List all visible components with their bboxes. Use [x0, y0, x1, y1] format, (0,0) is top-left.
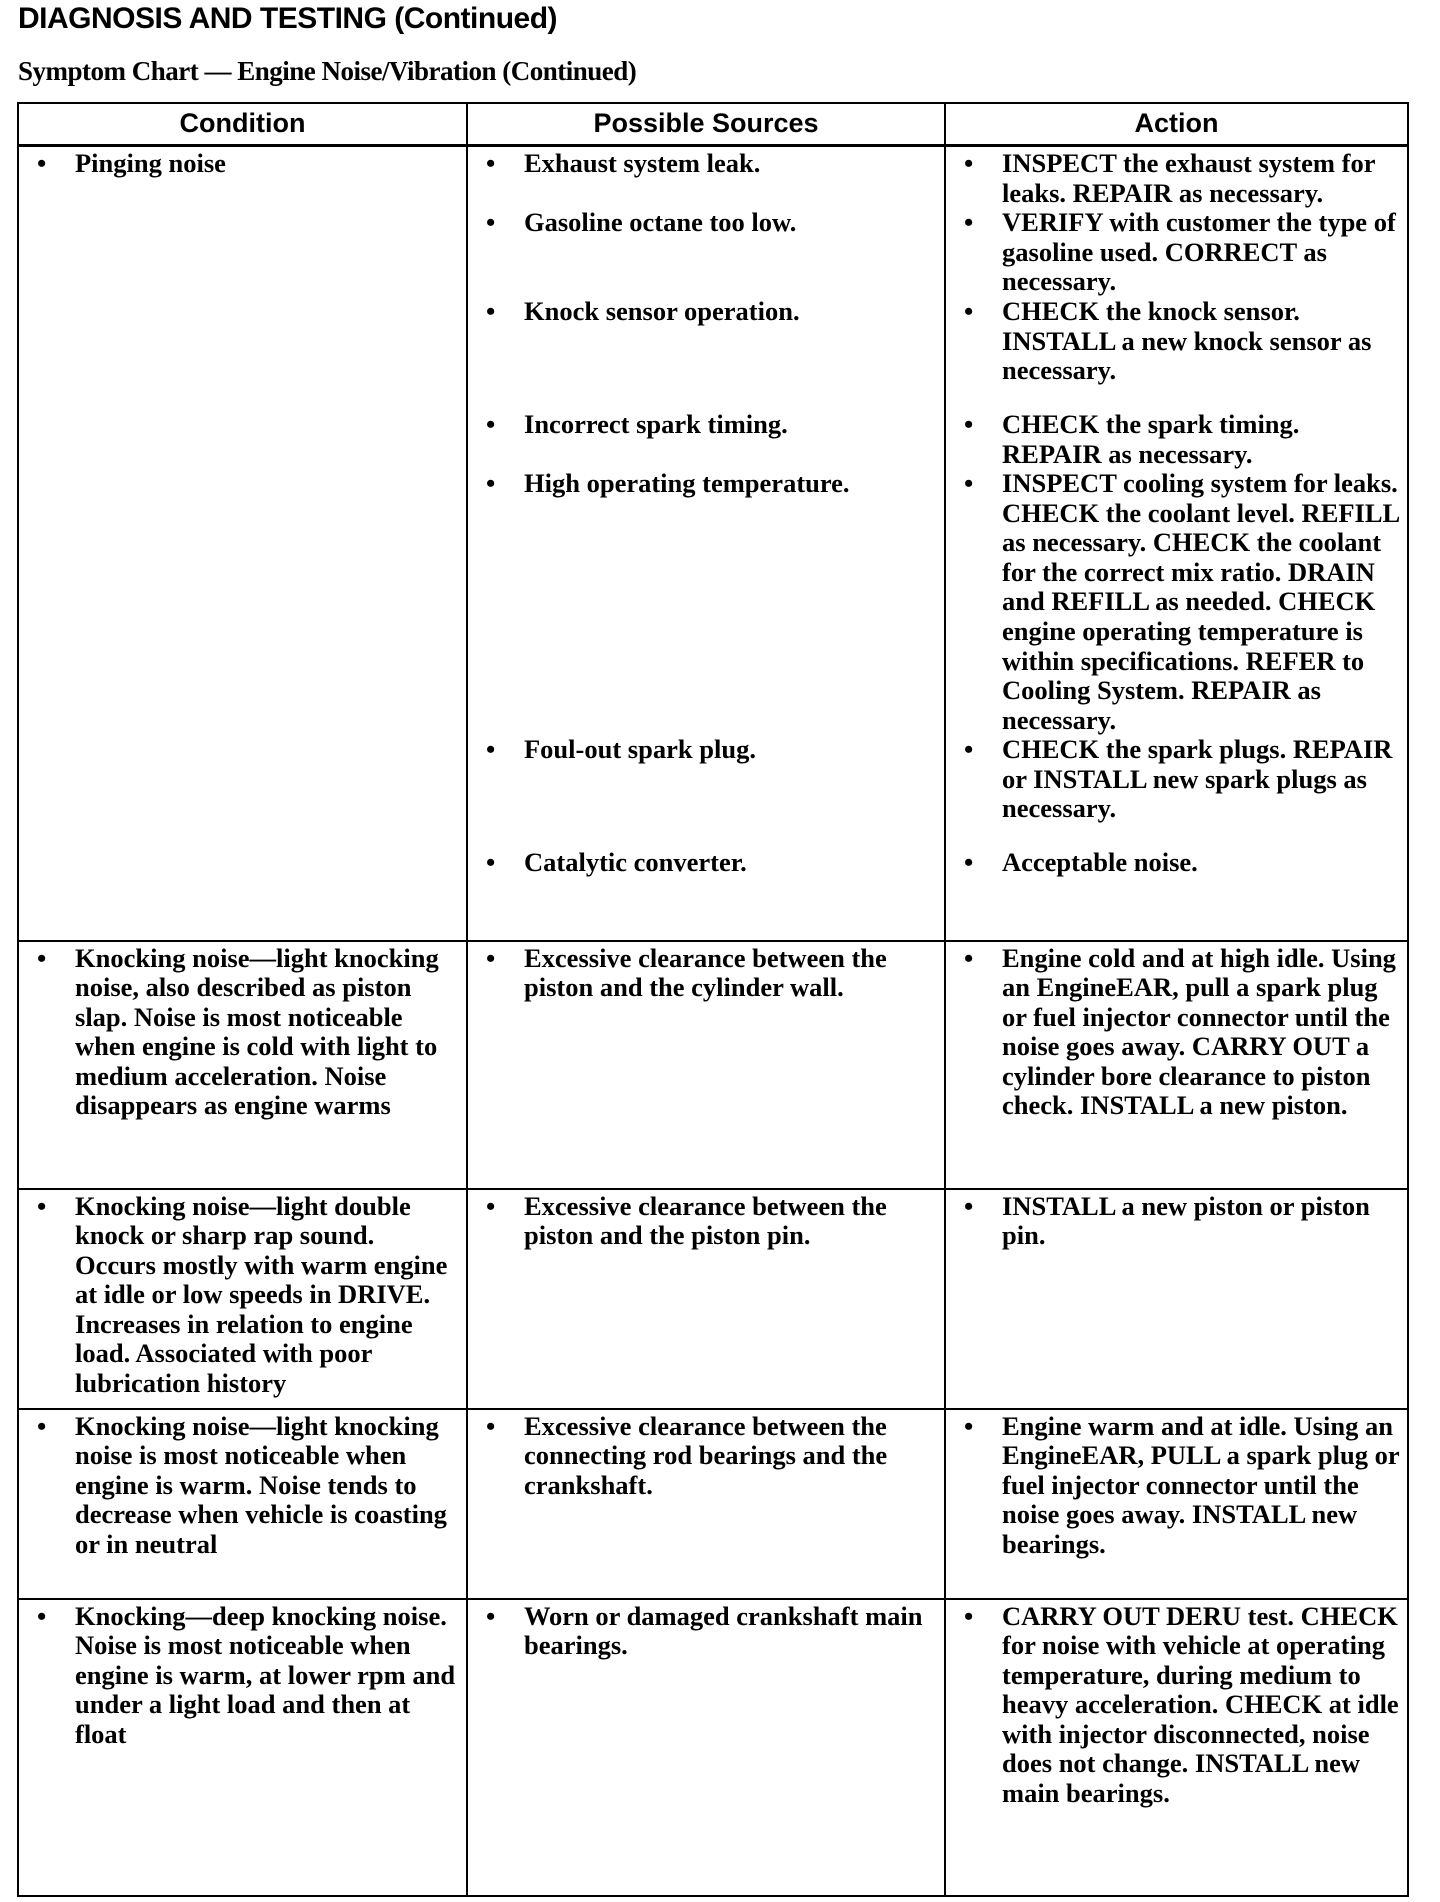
source-item-text: Knock sensor operation.	[524, 296, 800, 326]
bullet-icon: •	[486, 1410, 496, 1441]
action-item	[952, 944, 1401, 1122]
source-item	[474, 1602, 938, 1809]
header-possible-sources: Possible Sources	[467, 103, 945, 146]
bullet-icon: •	[964, 1410, 974, 1441]
action-item-text: CHECK the spark timing. REPAIR as necessary.	[1002, 409, 1300, 469]
possible-sources-cell	[467, 1409, 945, 1599]
action-item	[952, 469, 1401, 735]
bullet-icon: •	[964, 296, 974, 326]
possible-sources-cell	[467, 1189, 945, 1409]
condition-cell	[18, 146, 467, 941]
condition-item	[25, 1412, 460, 1560]
action-item-text: CARRY OUT DERU test. CHECK for noise with vehicle at operating temperature, during medium to heavy acceleration. CHECK at idle with injector disconnected, noise does not change. INSTALL new main bearings.	[1002, 1600, 1399, 1809]
source-item	[474, 208, 938, 297]
table-row	[18, 1599, 1408, 1896]
action-item	[952, 735, 1401, 848]
action-cell	[945, 1189, 1408, 1409]
action-item	[952, 297, 1401, 410]
header-row	[18, 103, 1408, 146]
bullet-icon: •	[964, 409, 974, 439]
bullet-icon: •	[37, 148, 47, 178]
possible-sources-cell	[467, 146, 945, 941]
source-item	[474, 944, 938, 1122]
table-row	[18, 1189, 1408, 1409]
action-cell	[945, 1599, 1408, 1896]
bullet-icon: •	[37, 1600, 47, 1631]
table-body	[18, 146, 1408, 1896]
condition-item-text: Pinging noise	[75, 148, 226, 178]
source-item-text: Excessive clearance between the piston and the piston pin.	[524, 1190, 887, 1251]
action-item-text: CHECK the spark plugs. REPAIR or INSTALL new spark plugs as necessary.	[1002, 734, 1393, 824]
bullet-icon: •	[486, 734, 496, 764]
source-item	[474, 735, 938, 848]
bullet-icon: •	[37, 1410, 47, 1441]
bullet-icon: •	[964, 1600, 974, 1631]
condition-item	[25, 944, 460, 1122]
source-item-text: Catalytic converter.	[524, 847, 747, 877]
source-item-text: Foul-out spark plug.	[524, 734, 756, 764]
page-heading: DIAGNOSIS AND TESTING (Continued)	[18, 2, 558, 35]
source-item-text: Incorrect spark timing.	[524, 409, 788, 439]
action-item	[952, 1412, 1401, 1560]
source-item-text: Worn or damaged crankshaft main bearings.	[524, 1600, 923, 1661]
bullet-icon: •	[486, 1600, 496, 1631]
source-item	[474, 297, 938, 410]
chart-title: Symptom Chart — Engine Noise/Vibration (Continued)	[18, 56, 637, 86]
bullet-icon: •	[486, 942, 496, 973]
action-cell	[945, 1409, 1408, 1599]
condition-cell	[18, 1189, 467, 1409]
source-item	[474, 469, 938, 735]
action-item-text: INSPECT the exhaust system for leaks. REPAIR as necessary.	[1002, 148, 1375, 208]
action-item	[952, 208, 1401, 297]
action-item-text: Engine cold and at high idle. Using an EngineEAR, pull a spark plug or fuel injector connector until the noise goes away. CARRY OUT a cylinder bore clearance to piston check. INSTALL a new piston.	[1002, 942, 1396, 1121]
symptom-table	[17, 102, 1409, 1897]
condition-item	[25, 149, 460, 179]
condition-item-text: Knocking noise—light double knock or sharp rap sound. Occurs mostly with warm engine at idle or low speeds in DRIVE. Increases in relation to engine load. Associated with poor lubrication history	[75, 1190, 448, 1399]
bullet-icon: •	[486, 1190, 496, 1221]
action-item	[952, 1192, 1401, 1251]
condition-item	[25, 1602, 460, 1750]
bullet-icon: •	[964, 207, 974, 237]
bullet-icon: •	[486, 847, 496, 877]
action-cell	[945, 941, 1408, 1189]
source-item	[474, 1412, 938, 1560]
header-action: Action	[945, 103, 1408, 146]
condition-cell	[18, 1409, 467, 1599]
action-item-text: INSTALL a new piston or piston pin.	[1002, 1190, 1370, 1251]
condition-item-text: Knocking noise—light knocking noise is most noticeable when engine is warm. Noise tends to decrease when vehicle is coasting or in neutral	[75, 1410, 447, 1559]
source-item	[474, 848, 938, 878]
action-item-text: VERIFY with customer the type of gasoline used. CORRECT as necessary.	[1002, 207, 1396, 297]
source-item-text: Exhaust system leak.	[524, 148, 761, 178]
action-item-text: CHECK the knock sensor. INSTALL a new knock sensor as necessary.	[1002, 296, 1372, 386]
bullet-icon: •	[486, 409, 496, 439]
source-item	[474, 149, 938, 208]
possible-sources-cell	[467, 941, 945, 1189]
header-condition: Condition	[18, 103, 467, 146]
bullet-icon: •	[964, 847, 974, 877]
action-item-text: Acceptable noise.	[1002, 847, 1198, 877]
source-item-text: Excessive clearance between the connecting rod bearings and the crankshaft.	[524, 1410, 888, 1500]
condition-cell	[18, 941, 467, 1189]
bullet-icon: •	[486, 148, 496, 178]
condition-item-text: Knocking—deep knocking noise. Noise is most noticeable when engine is warm, at lower rpm and under a light load and then at float	[75, 1600, 456, 1749]
source-item-text: Excessive clearance between the piston and the cylinder wall.	[524, 942, 887, 1003]
bullet-icon: •	[964, 148, 974, 178]
possible-sources-cell	[467, 1599, 945, 1896]
table-header	[18, 103, 1408, 146]
table-row	[18, 941, 1408, 1189]
action-cell	[945, 146, 1408, 941]
source-item-text: Gasoline octane too low.	[524, 207, 797, 237]
action-item-text: INSPECT cooling system for leaks. CHECK the coolant level. REFILL as necessary. CHECK the coolant for the correct mix ratio. DRAIN and REFILL as needed. CHECK engine operating temperature is within specifications. REFER to Cooling System. REPAIR as necessary.	[1002, 468, 1399, 735]
bullet-icon: •	[37, 942, 47, 973]
bullet-icon: •	[964, 734, 974, 764]
bullet-icon: •	[964, 942, 974, 973]
bullet-icon: •	[486, 468, 496, 498]
table-row	[18, 1409, 1408, 1599]
source-item	[474, 1192, 938, 1251]
action-item	[952, 410, 1401, 469]
bullet-icon: •	[486, 296, 496, 326]
action-item	[952, 1602, 1401, 1809]
condition-item-text: Knocking noise—light knocking noise, also described as piston slap. Noise is most noticeable when engine is cold with light to medium acceleration. Noise disappears as engine warms	[75, 942, 439, 1121]
action-item-text: Engine warm and at idle. Using an EngineEAR, PULL a spark plug or fuel injector connector until the noise goes away. INSTALL new bearings.	[1002, 1410, 1400, 1559]
condition-cell	[18, 1599, 467, 1896]
bullet-icon: •	[486, 207, 496, 237]
action-item	[952, 848, 1401, 878]
source-item	[474, 410, 938, 469]
condition-item	[25, 1192, 460, 1399]
table-row	[18, 146, 1408, 941]
source-item-text: High operating temperature.	[524, 468, 850, 498]
action-item	[952, 149, 1401, 208]
bullet-icon: •	[964, 1190, 974, 1221]
bullet-icon: •	[964, 468, 974, 498]
bullet-icon: •	[37, 1190, 47, 1221]
